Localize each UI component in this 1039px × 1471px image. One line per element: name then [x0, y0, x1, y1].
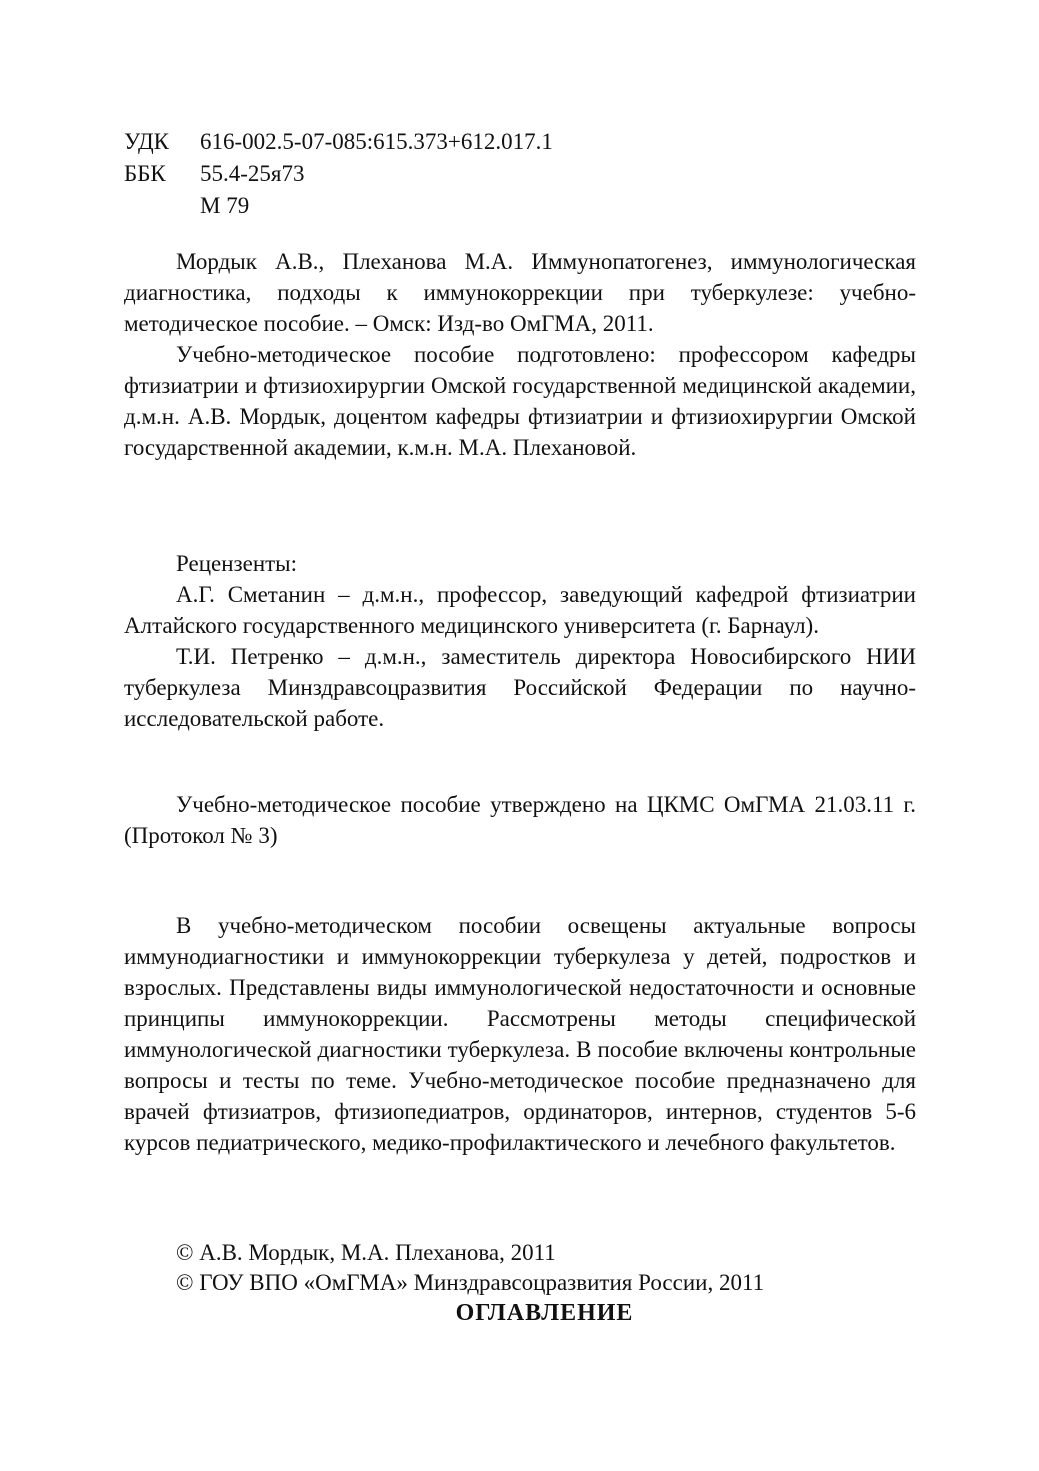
bbk-row	[124, 158, 553, 190]
reviewer-item: Т.И. Петренко – д.м.н., заместитель директора Новосибирского НИИ туберкулеза Минздравсоцразвития Российской Федерации по научно-исследовательской работе.	[124, 644, 916, 731]
prepared-by-paragraph: Учебно-методическое пособие подготовлено: профессором кафедры фтизиатрии и фтизиохирургии Омской государственной медицинской академии, д.м.н. А.В. Мордык, доцентом кафедры фтизиатрии и фтизиохирургии Омской государственной академии, к.м.н. М.А. Плехановой.	[124, 342, 916, 460]
author-mark: М 79	[200, 193, 250, 218]
bbk-value: 55.4-25я73	[200, 161, 305, 186]
bibliography-block	[124, 246, 916, 463]
contents-heading: ОГЛАВЛЕНИЕ	[455, 1300, 634, 1326]
approval-block	[124, 789, 916, 851]
classification-codes	[124, 126, 553, 222]
copyright-institution: © ГОУ ВПО «ОмГМА» Минздравсоцразвития России, 2011	[176, 1270, 765, 1295]
reviewers-heading: Рецензенты:	[176, 551, 298, 576]
reviewers-block	[124, 548, 916, 734]
copyright-block	[176, 1238, 764, 1298]
udk-row	[124, 126, 553, 158]
approval-paragraph: Учебно-методическое пособие утверждено на ЦКМС ОмГМА 21.03.11 г. (Протокол № 3)	[124, 792, 916, 848]
author-mark-row	[124, 190, 553, 222]
reviewer-item: А.Г. Сметанин – д.м.н., профессор, заведующий кафедрой фтизиатрии Алтайского государственного медицинского университета (г. Барнаул).	[124, 582, 916, 638]
bbk-label: ББК	[124, 161, 166, 186]
copyright-authors: © А.В. Мордык, М.А. Плеханова, 2011	[176, 1240, 556, 1265]
annotation-paragraph: В учебно-методическом пособии освещены актуальные вопросы иммунодиагностики и иммунокоррекции туберкулеза у детей, подростков и взрослых. Представлены виды иммунологической недостаточности и основные принципы иммунокоррекции. Рассмотрены методы специфической иммунологической диагностики туберкулеза. В пособие включены контрольные вопросы и тесты по теме. Учебно-методическое пособие предназначено для врачей фтизиатров, фтизиопедиатров, ординаторов, интернов, студентов 5-6 курсов педиатрического, медико-профилактического и лечебного факультетов.	[124, 913, 916, 1155]
citation-paragraph: Мордык А.В., Плеханова М.А. Иммунопатогенез, иммунологическая диагностика, подходы к иммунокоррекции при туберкулезе: учебно-методическое пособие. – Омск: Изд-во ОмГМА, 2011.	[124, 249, 916, 336]
annotation-block	[124, 910, 916, 1158]
udk-label: УДК	[124, 129, 169, 154]
udk-value: 616-002.5-07-085:615.373+612.017.1	[200, 129, 553, 154]
